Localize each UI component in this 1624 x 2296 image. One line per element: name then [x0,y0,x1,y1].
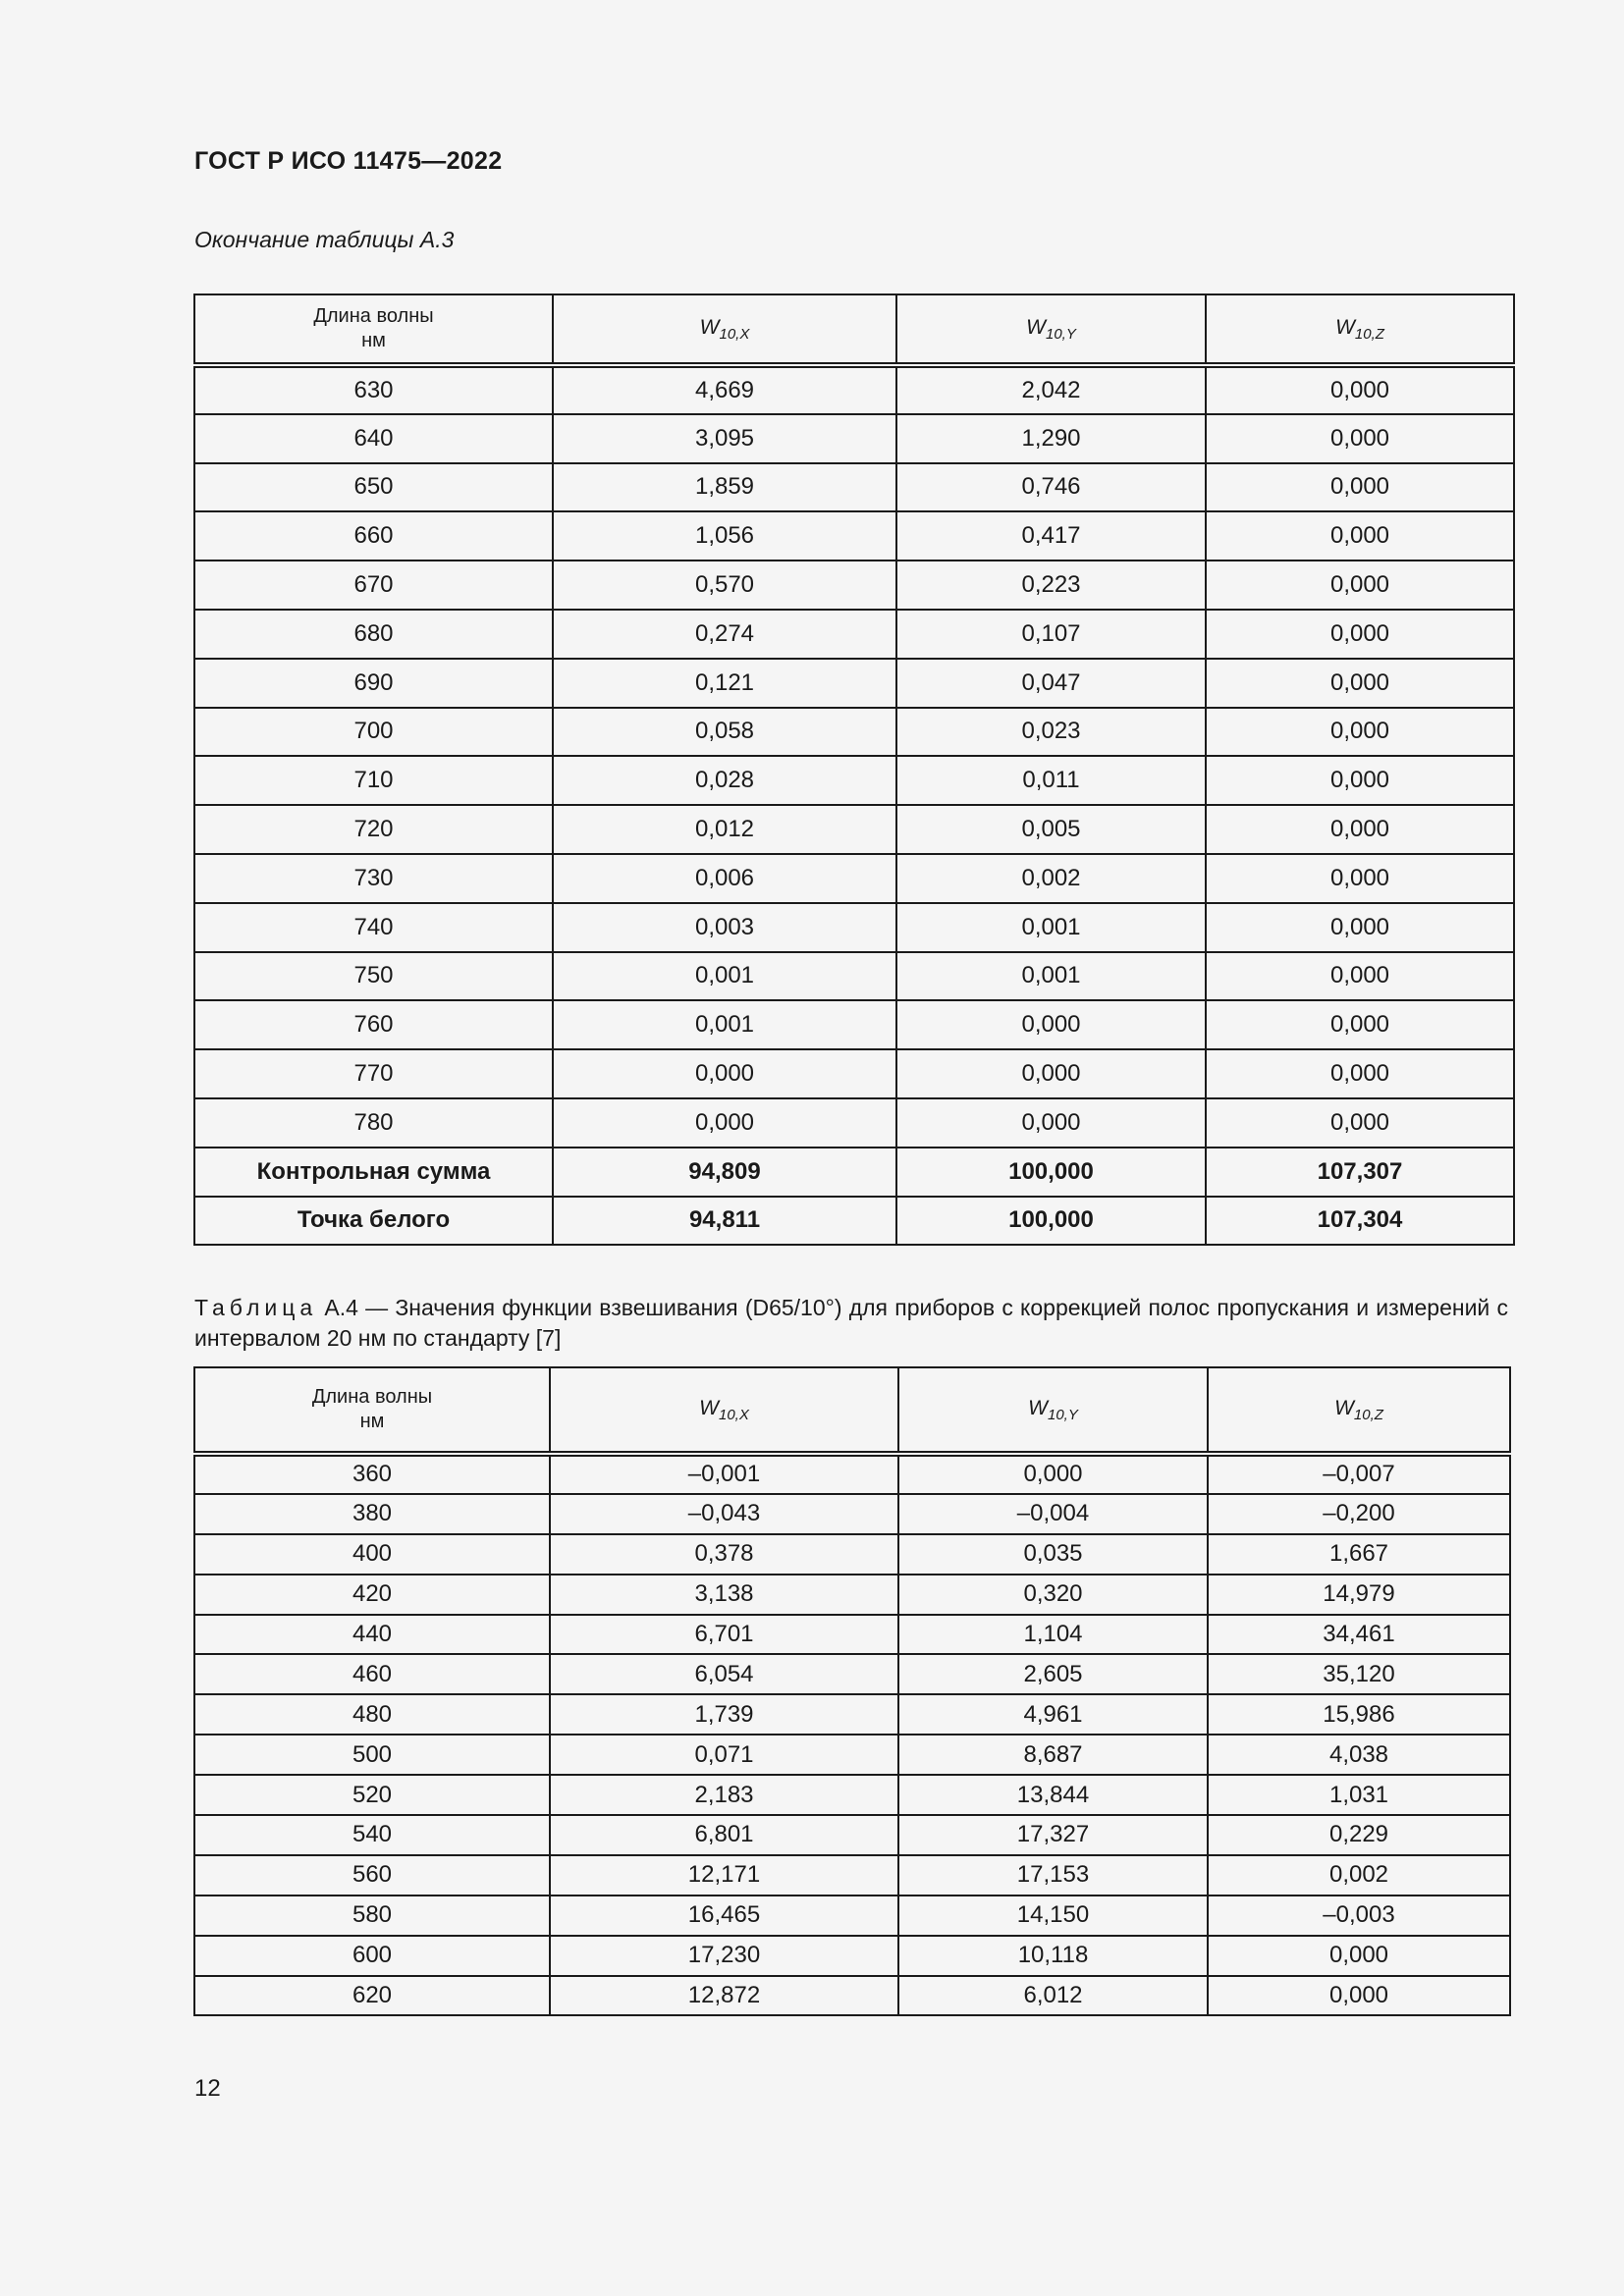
col-header-wavelength-label: Длина волны [313,305,434,327]
table-cell: 0,274 [553,610,896,659]
table-cell: 630 [194,365,553,414]
table-cell: 0,006 [553,854,896,903]
table-cell: 17,230 [550,1936,898,1976]
col-header-w10y [898,1367,1208,1454]
table-row [194,1815,1510,1855]
table-a3-caption: Окончание таблицы А.3 [194,227,455,252]
table-cell: 380 [194,1494,550,1534]
table-cell: 94,811 [553,1197,896,1246]
table-row [194,1694,1510,1735]
table-cell: 0,028 [553,756,896,805]
col-header-wavelength-unit: нм [361,330,386,351]
col-header-wavelength-label: Длина волны [311,1386,433,1408]
table-cell: 10,118 [898,1936,1208,1976]
table-cell: 0,000 [1206,414,1514,463]
table-a4-caption-label: Таблица [194,1295,318,1320]
table-row [194,1148,1514,1197]
table-cell: 560 [194,1855,550,1896]
table-a3 [193,294,1515,1246]
table-cell: Точка белого [194,1197,553,1246]
table-cell: 0,058 [553,708,896,757]
w10y-base: W [1028,1396,1048,1419]
table-cell: 0,000 [1206,511,1514,561]
table-cell: 1,859 [553,463,896,512]
table-cell: 640 [194,414,553,463]
table-cell: 0,000 [1206,903,1514,952]
table-cell: 0,000 [1206,854,1514,903]
table-cell: 0,223 [896,561,1206,610]
w10y-subscript: 10,Y [1045,325,1076,343]
table-row [194,952,1514,1001]
table-cell: 620 [194,1976,550,2016]
col-header-wavelength-unit: нм [359,1411,385,1432]
table-cell: 4,038 [1208,1735,1510,1775]
table-row [194,1454,1510,1494]
table-row [194,1936,1510,1976]
table-cell: 1,739 [550,1694,898,1735]
table-cell: 0,012 [553,805,896,854]
table-a4 [193,1366,1511,2016]
table-cell: 100,000 [896,1197,1206,1246]
col-header-w10y [896,294,1206,365]
table-row [194,1049,1514,1098]
table-row [194,1615,1510,1655]
table-cell: 0,417 [896,511,1206,561]
table-row [194,756,1514,805]
table-cell: 0,229 [1208,1815,1510,1855]
table-cell: 3,138 [550,1575,898,1615]
w10z-subscript: 10,Z [1353,1406,1383,1423]
table-cell: 0,000 [896,1000,1206,1049]
table-cell: 690 [194,659,553,708]
table-cell: 730 [194,854,553,903]
table-cell: 1,667 [1208,1534,1510,1575]
col-header-wavelength [194,294,553,365]
table-cell: 1,290 [896,414,1206,463]
table-cell: –0,043 [550,1494,898,1534]
table-cell: 8,687 [898,1735,1208,1775]
table-cell: 360 [194,1454,550,1494]
table-cell: 0,000 [1206,1049,1514,1098]
table-a4-caption [194,1293,1508,1354]
col-header-w10x [550,1367,898,1454]
table-cell: 0,320 [898,1575,1208,1615]
table-cell: 6,701 [550,1615,898,1655]
table-cell: 660 [194,511,553,561]
table-cell: 480 [194,1694,550,1735]
table-cell: 107,304 [1206,1197,1514,1246]
table-a4-body [194,1454,1510,2015]
table-cell: 710 [194,756,553,805]
table-cell: 0,001 [896,903,1206,952]
table-cell: 0,071 [550,1735,898,1775]
table-cell: 760 [194,1000,553,1049]
table-cell: 0,000 [898,1454,1208,1494]
table-cell: 0,001 [553,1000,896,1049]
table-cell: 0,107 [896,610,1206,659]
table-cell: –0,003 [1208,1896,1510,1936]
table-a3-body [194,365,1514,1245]
table-cell: 0,000 [553,1098,896,1148]
table-cell: 580 [194,1896,550,1936]
w10x-subscript: 10,X [719,325,750,343]
table-cell: 0,746 [896,463,1206,512]
table-cell: 440 [194,1615,550,1655]
w10z-subscript: 10,Z [1354,325,1384,343]
table-row [194,659,1514,708]
table-cell: 0,000 [896,1098,1206,1148]
table-cell: 17,327 [898,1815,1208,1855]
table-cell: 700 [194,708,553,757]
table-cell: 1,056 [553,511,896,561]
table-cell: 670 [194,561,553,610]
table-cell: 4,961 [898,1694,1208,1735]
table-cell: 0,378 [550,1534,898,1575]
w10y-base: W [1026,315,1046,339]
table-cell: 0,000 [896,1049,1206,1098]
table-cell: 14,150 [898,1896,1208,1936]
table-row [194,1976,1510,2016]
table-cell: 0,003 [553,903,896,952]
table-cell: Контрольная сумма [194,1148,553,1197]
table-row [194,463,1514,512]
table-cell: 2,183 [550,1775,898,1815]
table-cell: 0,047 [896,659,1206,708]
table-cell: 740 [194,903,553,952]
table-cell: 0,002 [1208,1855,1510,1896]
table-cell: 0,023 [896,708,1206,757]
table-cell: 13,844 [898,1775,1208,1815]
table-a4-header-row [194,1367,1510,1454]
table-cell: 34,461 [1208,1615,1510,1655]
table-cell: 107,307 [1206,1148,1514,1197]
table-cell: 94,809 [553,1148,896,1197]
table-cell: 0,000 [1206,610,1514,659]
table-cell: 0,000 [1206,365,1514,414]
table-row [194,1534,1510,1575]
table-cell: 420 [194,1575,550,1615]
page-number: 12 [194,2075,221,2102]
table-cell: 0,002 [896,854,1206,903]
table-cell: 600 [194,1936,550,1976]
table-cell: 35,120 [1208,1654,1510,1694]
table-cell: 520 [194,1775,550,1815]
w10x-subscript: 10,X [718,1406,749,1423]
table-cell: 0,000 [1206,463,1514,512]
table-cell: 0,011 [896,756,1206,805]
table-row [194,1896,1510,1936]
table-row [194,365,1514,414]
table-a4-caption-text: А.4 — Значения функции взвешивания (D65/10°) для приборов с коррекцией полос пропускания и измерений с интервалом 20 нм по стандарту [7] [194,1295,1508,1351]
table-cell: 100,000 [896,1148,1206,1197]
table-cell: 0,000 [1208,1976,1510,2016]
table-cell: 0,000 [1206,952,1514,1001]
table-cell: 6,054 [550,1654,898,1694]
col-header-w10z [1208,1367,1510,1454]
table-cell: 1,104 [898,1615,1208,1655]
table-cell: 0,000 [1208,1936,1510,1976]
table-row [194,805,1514,854]
table-cell: 2,042 [896,365,1206,414]
table-cell: 750 [194,952,553,1001]
table-cell: –0,004 [898,1494,1208,1534]
table-row [194,854,1514,903]
table-cell: 12,872 [550,1976,898,2016]
table-cell: 12,171 [550,1855,898,1896]
table-cell: 3,095 [553,414,896,463]
table-cell: 460 [194,1654,550,1694]
table-cell: 0,005 [896,805,1206,854]
table-cell: 15,986 [1208,1694,1510,1735]
table-cell: 540 [194,1815,550,1855]
table-row [194,610,1514,659]
table-cell: 16,465 [550,1896,898,1936]
table-cell: 0,001 [553,952,896,1001]
table-cell: 17,153 [898,1855,1208,1896]
table-cell: 0,570 [553,561,896,610]
table-row [194,1575,1510,1615]
table-cell: 0,000 [1206,805,1514,854]
table-row [194,708,1514,757]
table-cell: 0,000 [1206,561,1514,610]
table-cell: 6,012 [898,1976,1208,2016]
w10x-base: W [699,315,720,339]
table-cell: 720 [194,805,553,854]
table-cell: 2,605 [898,1654,1208,1694]
table-row [194,1735,1510,1775]
table-row [194,1494,1510,1534]
table-cell: –0,200 [1208,1494,1510,1534]
table-cell: 0,035 [898,1534,1208,1575]
table-cell: 0,000 [1206,756,1514,805]
table-row [194,1000,1514,1049]
w10y-subscript: 10,Y [1047,1406,1078,1423]
w10z-base: W [1335,315,1355,339]
col-header-w10z [1206,294,1514,365]
table-a3-header-row [194,294,1514,365]
table-cell: 4,669 [553,365,896,414]
table-cell: 400 [194,1534,550,1575]
col-header-wavelength [194,1367,550,1454]
table-cell: –0,007 [1208,1454,1510,1494]
table-cell: 0,000 [1206,1000,1514,1049]
table-cell: 0,121 [553,659,896,708]
table-cell: 650 [194,463,553,512]
table-row [194,1855,1510,1896]
table-row [194,1098,1514,1148]
col-header-w10x [553,294,896,365]
table-row [194,903,1514,952]
table-cell: 6,801 [550,1815,898,1855]
w10x-base: W [699,1396,719,1419]
table-cell: 770 [194,1049,553,1098]
table-row [194,511,1514,561]
table-cell: 0,001 [896,952,1206,1001]
table-cell: 500 [194,1735,550,1775]
table-row [194,1654,1510,1694]
w10z-base: W [1334,1396,1354,1419]
table-row [194,561,1514,610]
document-header: ГОСТ Р ИСО 11475—2022 [194,147,503,175]
table-cell: 1,031 [1208,1775,1510,1815]
table-cell: 680 [194,610,553,659]
table-cell: 0,000 [1206,1098,1514,1148]
table-cell: –0,001 [550,1454,898,1494]
table-cell: 0,000 [1206,708,1514,757]
table-cell: 0,000 [1206,659,1514,708]
table-row [194,1197,1514,1246]
table-cell: 0,000 [553,1049,896,1098]
table-row [194,1775,1510,1815]
table-cell: 780 [194,1098,553,1148]
table-cell: 14,979 [1208,1575,1510,1615]
table-row [194,414,1514,463]
